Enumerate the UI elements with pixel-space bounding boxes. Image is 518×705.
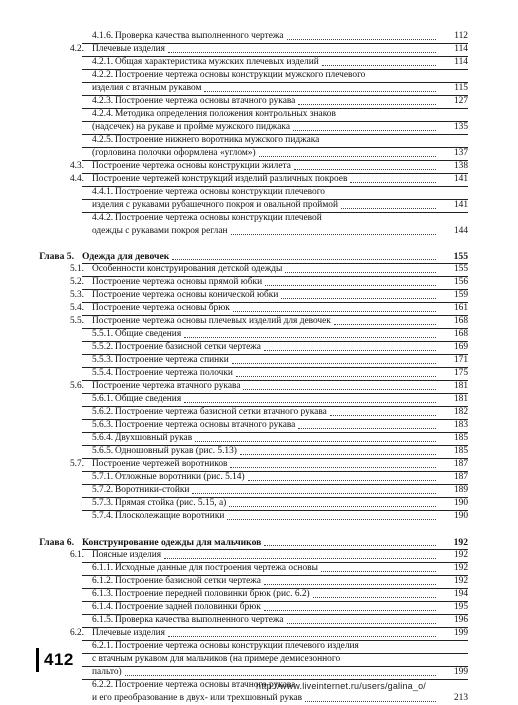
dot-leader	[204, 91, 436, 92]
toc-entry-page: 195	[453, 602, 468, 612]
toc-entry-page: 192	[453, 563, 468, 573]
row-divider	[82, 341, 468, 342]
toc-entry-title: изделия с втачным рукавом	[92, 83, 202, 93]
toc-entry-title: Построение чертежа спинки	[115, 355, 229, 365]
toc-entry-page: 213	[453, 693, 468, 703]
toc-entry-number: 5.4.	[69, 303, 84, 313]
dot-leader	[240, 454, 436, 455]
toc-entry	[0, 328, 518, 341]
toc-entry-title: Построение нижнего воротника мужского пиджака	[115, 135, 320, 145]
dot-leader	[341, 208, 436, 209]
toc-entry	[0, 458, 518, 471]
toc-entry	[0, 497, 518, 510]
toc-entry	[0, 263, 518, 276]
toc-entry-number: 5.6.	[69, 381, 84, 391]
dot-leader	[195, 441, 436, 442]
row-divider	[82, 95, 468, 96]
toc-entry-title: Плечевые изделия	[92, 44, 165, 54]
dot-leader	[164, 558, 436, 559]
toc-entry-number: 4.4.1.	[92, 187, 114, 197]
toc-entry-title: Построение чертежа основы прямой юбки	[92, 277, 263, 287]
toc-entry-number: 5.6.2.	[92, 407, 114, 417]
toc-entry-title: Построение чертежа основы конической юбки	[92, 290, 279, 300]
toc-entry	[0, 69, 518, 82]
toc-entry-page: 181	[453, 394, 468, 404]
toc-entry	[0, 588, 518, 601]
toc-entry-title: Одежда для девочек	[82, 251, 170, 262]
row-divider	[82, 82, 468, 83]
toc-entry-page: 137	[453, 148, 468, 158]
row-divider	[82, 393, 468, 394]
toc-entry-number: 6.1.3.	[92, 589, 114, 599]
dot-leader	[298, 104, 436, 105]
dot-leader	[168, 52, 436, 53]
dot-leader	[259, 156, 436, 157]
toc-entry-page: 196	[453, 615, 468, 625]
toc-entry	[0, 614, 518, 627]
toc-entry	[0, 302, 518, 315]
row-divider	[82, 199, 468, 200]
toc-entry-number: 4.1.6.	[92, 31, 114, 41]
row-divider	[82, 367, 468, 368]
toc-entry-page: 115	[454, 83, 468, 93]
toc-entry-title: Построение чертежа основы брюк	[92, 303, 230, 313]
toc-entry	[0, 653, 518, 666]
dot-leader	[264, 584, 436, 585]
toc-entry-page: 192	[453, 576, 468, 586]
toc-entry-title: Общие сведения	[115, 394, 182, 404]
toc-entry	[0, 43, 518, 56]
toc-entry-number: 4.2.	[69, 44, 84, 54]
dot-leader	[285, 272, 436, 273]
dot-leader	[287, 39, 436, 40]
toc-entry	[0, 484, 518, 497]
toc-entry-number: 4.2.5.	[92, 135, 114, 145]
toc-entry	[0, 549, 518, 562]
dot-leader	[232, 363, 436, 364]
toc-entry	[0, 225, 518, 238]
dot-leader	[321, 571, 436, 572]
toc-entry-title: Построение задней половинки брюк	[115, 602, 261, 612]
toc-entry-number: 4.3.	[69, 161, 84, 171]
toc-entry-page: 161	[453, 303, 468, 313]
toc-entry-page: 138	[453, 161, 468, 171]
toc-entry	[0, 510, 518, 523]
toc-entry-title: Построение чертежа основы конструкции плечевого изделия	[115, 641, 359, 651]
row-divider	[82, 406, 468, 407]
toc-entry-number: 5.5.1.	[92, 329, 114, 339]
toc-entry	[0, 108, 518, 121]
toc-entry	[0, 445, 518, 458]
row-divider	[82, 302, 468, 303]
toc-entry-page: 192	[453, 550, 468, 560]
row-divider	[82, 173, 468, 174]
row-divider	[82, 354, 468, 355]
toc-entry-number: 5.7.2.	[92, 485, 114, 495]
toc-entry-title: Построение чертежа основы втачного рукава	[115, 420, 296, 430]
toc-entry-title: Двухшовный рукав	[115, 433, 193, 443]
row-divider	[82, 56, 468, 57]
dot-leader	[231, 234, 436, 235]
dot-leader	[184, 337, 436, 338]
toc-entry-title: Отложные воротники (рис. 5.14)	[115, 472, 245, 482]
toc-entry-page: 141	[453, 200, 468, 210]
page-number-text: 412	[44, 650, 74, 669]
toc-entry-number: 5.7.3.	[92, 498, 114, 508]
row-divider	[82, 653, 468, 654]
dot-leader	[168, 636, 436, 637]
toc-entry	[0, 692, 518, 705]
toc-entry	[0, 315, 518, 328]
toc-entry-page: 189	[453, 485, 468, 495]
toc-entry-page: 175	[453, 368, 468, 378]
toc-entry-number: 6.2.	[69, 628, 84, 638]
row-divider	[82, 147, 468, 148]
toc-entry-title: Общая характеристика мужских плечевых изделий	[115, 57, 319, 67]
dot-leader	[287, 623, 436, 624]
toc-entry-number: 6.2.2.	[92, 680, 114, 690]
dot-leader	[305, 701, 436, 702]
toc-entry-title: Построение чертежа основы втачного рукава	[115, 96, 296, 106]
row-divider	[82, 575, 468, 576]
row-divider	[82, 69, 468, 70]
row-divider	[82, 458, 468, 459]
toc-entry-page: 156	[453, 277, 468, 287]
toc-entry-number: 5.3.	[69, 290, 84, 300]
dot-leader	[265, 285, 436, 286]
row-divider	[82, 679, 468, 680]
toc-entry-number: 5.5.	[69, 316, 84, 326]
toc-entry-number: 4.4.	[69, 174, 84, 184]
toc-entry-number: 5.6.4.	[92, 433, 114, 443]
toc-entry	[0, 666, 518, 679]
toc-entry-number: 5.7.4.	[92, 511, 114, 521]
dot-leader	[334, 324, 436, 325]
dot-leader	[264, 350, 436, 351]
toc-entry-number: 5.2.	[69, 277, 84, 287]
toc-entry	[0, 419, 518, 432]
dot-leader	[243, 389, 436, 390]
toc-entry-number: 5.6.5.	[92, 446, 114, 456]
toc-entry-number: 5.7.	[69, 459, 84, 469]
toc-entry-title: Построение чертежа базисной сетки втачного рукава	[115, 407, 327, 417]
row-divider	[82, 484, 468, 485]
toc-entry	[0, 250, 518, 263]
toc-entry-title: Конструирование одежды для мальчиков	[82, 537, 262, 548]
row-divider	[82, 328, 468, 329]
dot-leader	[227, 519, 436, 520]
dot-leader	[298, 428, 436, 429]
toc-entry-title: Построение базисной сетки чертежа	[115, 576, 261, 586]
toc-entry-page: 185	[453, 433, 468, 443]
dot-leader	[322, 65, 436, 66]
toc-entry	[0, 30, 518, 43]
toc-entry-number: 5.5.3.	[92, 355, 114, 365]
toc-entry-page: 155	[453, 251, 468, 262]
toc-entry-number: 4.2.3.	[92, 96, 114, 106]
toc-entry-title: Прямая стойка (рис. 5.15, а)	[115, 498, 227, 508]
row-divider	[82, 380, 468, 381]
dot-leader	[264, 545, 436, 546]
toc-entry	[0, 289, 518, 302]
row-divider	[82, 549, 468, 550]
row-divider	[82, 614, 468, 615]
toc-entry-title: Построение базисной сетки чертежа	[115, 342, 261, 352]
row-divider	[82, 497, 468, 498]
toc-entry	[0, 212, 518, 225]
toc-entry	[0, 640, 518, 653]
toc-entry-title: Поясные изделия	[92, 550, 162, 560]
toc-entry-title: Построение чертежей конструкций изделий различных покроев	[92, 174, 348, 184]
toc-entry-title: Построение передней половинки брюк (рис. 6.2)	[115, 589, 310, 599]
toc-entry-page: 127	[453, 96, 468, 106]
row-divider	[82, 134, 468, 135]
toc-entry	[0, 354, 518, 367]
dot-leader	[293, 130, 436, 131]
toc-entry-title: и его преобразование в двух- или трехшовный рукав	[92, 693, 303, 703]
toc-entry-title: одежды с рукавами покроя реглан	[92, 226, 228, 236]
toc-entry-title: Построение чертежа основы конструкции жилета	[92, 161, 291, 171]
toc-entry-number: 4.2.2.	[92, 70, 114, 80]
toc-entry	[0, 432, 518, 445]
toc-entry	[0, 95, 518, 108]
toc-entry-title: Методика определения положения контрольных знаков	[115, 109, 336, 119]
source-watermark: http://www.liveinternet.ru/users/galina_o/	[256, 681, 426, 691]
toc-entry-page: 114	[454, 57, 468, 67]
toc-entry	[0, 82, 518, 95]
toc-entry-number: 6.1.5.	[92, 615, 114, 625]
toc-entry-page: 190	[453, 498, 468, 508]
row-divider	[82, 276, 468, 277]
toc-entry	[0, 601, 518, 614]
dot-leader	[230, 467, 436, 468]
toc-entry-page: 194	[453, 589, 468, 599]
toc-entry-number: 4.4.2.	[92, 213, 114, 223]
toc-entry	[0, 536, 518, 549]
dot-leader	[236, 376, 436, 377]
toc-entry-number: 6.1.1.	[92, 563, 114, 573]
row-divider	[82, 562, 468, 563]
toc-entry-number: 5.1.	[69, 264, 84, 274]
row-divider	[82, 289, 468, 290]
row-divider	[82, 43, 468, 44]
toc-entry-title: Проверка качества выполненного чертежа	[115, 31, 284, 41]
toc-entry-page: 159	[453, 290, 468, 300]
toc-entry-page: 190	[453, 511, 468, 521]
toc-entry-number: Глава 5.	[39, 251, 74, 262]
dot-leader	[313, 597, 436, 598]
dot-leader	[294, 169, 436, 170]
toc-entry-title: Воротники-стойки	[115, 485, 190, 495]
toc-entry-title: изделия с рукавами рубашечного покроя и овальной проймой	[92, 200, 338, 210]
toc-entry-page: 181	[453, 381, 468, 391]
toc-entry-number: 5.5.4.	[92, 368, 114, 378]
toc-entry-page: 112	[454, 31, 468, 41]
dot-leader	[229, 506, 436, 507]
toc-entry-number: 5.7.1.	[92, 472, 114, 482]
toc-entry-page: 135	[453, 122, 468, 132]
toc-entry	[0, 186, 518, 199]
row-divider	[82, 315, 468, 316]
toc-entry-title: Построение чертежа основы конструкции плечевой	[115, 213, 322, 223]
toc-entry	[0, 341, 518, 354]
toc-entry-title: Построение чертежей воротников	[92, 459, 228, 469]
toc-entry	[0, 627, 518, 640]
toc-entry	[0, 367, 518, 380]
toc-entry	[0, 199, 518, 212]
toc-entry	[0, 147, 518, 160]
toc-entry-number: 4.2.1.	[92, 57, 114, 67]
toc-entry-title: Плосколежащие воротники	[115, 511, 225, 521]
dot-leader	[264, 610, 436, 611]
toc-entry	[0, 160, 518, 173]
folio-bar	[36, 648, 39, 672]
toc-entry	[0, 393, 518, 406]
toc-entry-page: 183	[453, 420, 468, 430]
toc-entry-page: 187	[453, 459, 468, 469]
row-divider	[82, 432, 468, 433]
toc-entry-number: 6.2.1.	[92, 641, 114, 651]
toc-entry-page: 182	[453, 407, 468, 417]
dot-leader	[125, 675, 436, 676]
row-divider	[82, 263, 468, 264]
toc-entry-title: пальто)	[92, 667, 122, 677]
toc-entry-number: 5.6.3.	[92, 420, 114, 430]
row-divider	[82, 121, 468, 122]
toc-entry-page: 187	[453, 472, 468, 482]
row-divider	[82, 419, 468, 420]
row-divider	[82, 445, 468, 446]
dot-leader	[248, 480, 436, 481]
dot-leader	[172, 259, 436, 260]
row-divider	[82, 510, 468, 511]
toc-entry-number: Глава 6.	[39, 537, 74, 548]
row-divider	[82, 108, 468, 109]
toc-entry	[0, 276, 518, 289]
toc-entry-page: 169	[453, 342, 468, 352]
toc-entry-number: 6.1.	[69, 550, 84, 560]
toc-entry-title: Построение чертежа основы конструкции мужского плечевого	[115, 70, 366, 80]
toc-entry-title: Общие сведения	[115, 329, 182, 339]
row-divider	[82, 666, 468, 667]
dot-leader	[184, 402, 436, 403]
row-divider	[82, 160, 468, 161]
toc-entry-title: (надсечек) на рукаве и пройме мужского пиджака	[92, 122, 290, 132]
row-divider	[82, 588, 468, 589]
toc-entry-title: Проверка качества выполненного чертежа	[115, 615, 284, 625]
toc-entry-title: Исходные данные для построения чертежа основы	[115, 563, 318, 573]
toc-entry-number: 6.1.4.	[92, 602, 114, 612]
toc-entry-title: Построение чертежа втачного рукава	[92, 381, 241, 391]
row-divider	[82, 212, 468, 213]
row-divider	[82, 471, 468, 472]
toc-entry-page: 192	[453, 537, 468, 548]
toc-entry-number: 6.1.2.	[92, 576, 114, 586]
toc-entry-title: Особенности конструирования детской одежды	[92, 264, 283, 274]
toc-entry-page: 114	[454, 44, 468, 54]
toc-entry	[0, 406, 518, 419]
row-divider	[82, 627, 468, 628]
toc-entry	[0, 471, 518, 484]
toc-entry-page: 199	[453, 667, 468, 677]
dot-leader	[233, 311, 436, 312]
toc-entry	[0, 173, 518, 186]
toc-entry-page: 141	[453, 174, 468, 184]
toc-entry-title: Построение чертежа основы конструкции плечевого	[115, 187, 325, 197]
toc-entry-title: Построение чертежа основы плечевых изделий для девочек	[92, 316, 331, 326]
dot-leader	[350, 182, 436, 183]
toc-entry-title: Построение чертежа основы втачного рукава	[115, 680, 296, 690]
row-divider	[82, 601, 468, 602]
toc-entry-page: 199	[453, 628, 468, 638]
toc-entry	[0, 380, 518, 393]
row-divider	[82, 640, 468, 641]
dot-leader	[330, 415, 436, 416]
toc-entry-number: 5.6.1.	[92, 394, 114, 404]
toc-entry	[0, 562, 518, 575]
toc-entry	[0, 56, 518, 69]
toc-entry-page: 144	[453, 226, 468, 236]
toc-entry-page: 168	[453, 316, 468, 326]
toc-entry-page: 168	[453, 329, 468, 339]
toc-entry-number: 4.2.4.	[92, 109, 114, 119]
toc-entry-page: 155	[453, 264, 468, 274]
toc-entry-title: Построение чертежа полочки	[115, 368, 233, 378]
toc-entry	[0, 121, 518, 134]
toc-entry-title: Плечевые изделия	[92, 628, 165, 638]
toc-entry-number: 5.5.2.	[92, 342, 114, 352]
toc-entry-title: с втачным рукавом для мальчиков (на примере демисезонного	[92, 654, 341, 664]
toc-entry-title: (горловина полочки оформлена «углом»)	[92, 148, 256, 158]
dot-leader	[192, 493, 436, 494]
toc-entry-page: 171	[453, 355, 468, 365]
toc-entry	[0, 575, 518, 588]
toc-entry-title: Одношовный рукав (рис. 5.13)	[115, 446, 237, 456]
dot-leader	[281, 298, 436, 299]
row-divider	[82, 186, 468, 187]
toc-entry	[0, 134, 518, 147]
toc-entry-page: 185	[453, 446, 468, 456]
